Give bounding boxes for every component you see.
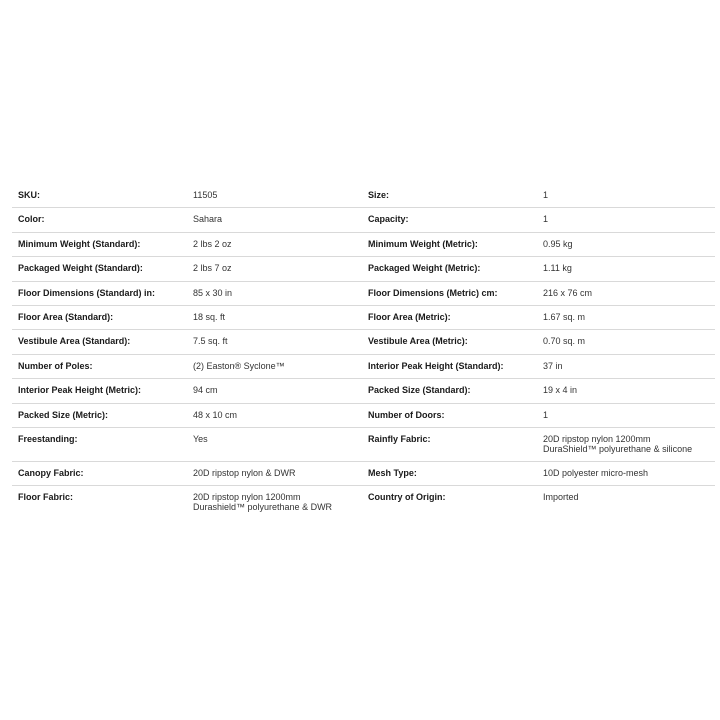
spec-row-packed-size-doors [12, 404, 715, 428]
spec-value: 2 lbs 7 oz [193, 263, 232, 274]
spec-value: 1.67 sq. m [543, 311, 586, 322]
spec-label: SKU: [18, 190, 40, 200]
spec-row-sku-size [12, 184, 715, 208]
spec-row-minimum-weight [12, 233, 715, 257]
spec-value: Sahara [193, 214, 223, 225]
spec-value: 2 lbs 2 oz [193, 238, 232, 249]
spec-value: 20D ripstop nylon & DWR [193, 467, 296, 478]
spec-label: Rainfly Fabric: [368, 433, 431, 444]
spec-label: Minimum Weight (Metric): [368, 238, 478, 249]
spec-label: Floor Area (Standard): [18, 311, 114, 322]
spec-value: 1 [543, 409, 549, 420]
spec-value: 1 [543, 214, 549, 225]
spec-label: Mesh Type: [368, 467, 417, 478]
spec-label: Floor Dimensions (Metric) cm: [368, 287, 498, 298]
spec-label: Packed Size (Standard): [368, 385, 471, 396]
spec-value: 20D ripstop nylon 1200mm Durashield™ polyurethane & DWR [193, 492, 333, 513]
spec-label: Freestanding: [18, 433, 78, 444]
spec-value: 18 sq. ft [193, 311, 226, 322]
spec-value: 20D ripstop nylon 1200mm DuraShield™ polyurethane & silicone [543, 433, 693, 454]
spec-value: 11505 [193, 190, 218, 200]
spec-label: Floor Fabric: [18, 492, 74, 503]
spec-value: 37 in [543, 360, 563, 371]
spec-row-color-capacity [12, 208, 715, 232]
spec-value: 216 x 76 cm [543, 287, 593, 298]
spec-label: Interior Peak Height (Standard): [368, 360, 504, 371]
spec-label: Number of Poles: [18, 360, 93, 371]
spec-value: 0.70 sq. m [543, 336, 586, 347]
spec-label: Country of Origin: [368, 492, 446, 503]
spec-row-floor-dimensions [12, 282, 715, 306]
spec-row-vestibule-area [12, 330, 715, 354]
spec-row-canopy-mesh [12, 462, 715, 486]
spec-label: Packaged Weight (Standard): [18, 263, 143, 274]
spec-row-freestanding-rainfly [12, 428, 715, 462]
spec-label: Number of Doors: [368, 409, 445, 420]
spec-value: 7.5 sq. ft [193, 336, 228, 347]
spec-row-poles-peak-height [12, 355, 715, 379]
spec-label: Interior Peak Height (Metric): [18, 385, 142, 396]
spec-value: Yes [193, 433, 208, 444]
spec-value: 0.95 kg [543, 238, 573, 249]
spec-label: Color: [18, 214, 45, 225]
spec-value: 1 [543, 190, 549, 200]
spec-label: Floor Area (Metric): [368, 311, 451, 322]
spec-label: Floor Dimensions (Standard) in: [18, 287, 156, 298]
spec-label: Packaged Weight (Metric): [368, 263, 481, 274]
spec-row-floor-area [12, 306, 715, 330]
spec-label: Canopy Fabric: [18, 467, 84, 478]
spec-table [12, 184, 715, 520]
spec-value: 85 x 30 in [193, 287, 233, 298]
spec-label: Vestibule Area (Standard): [18, 336, 131, 347]
spec-label: Minimum Weight (Standard): [18, 238, 141, 249]
spec-value: 1.11 kg [543, 263, 572, 274]
spec-label: Vestibule Area (Metric): [368, 336, 468, 347]
spec-row-packaged-weight [12, 257, 715, 281]
spec-value: 10D polyester micro-mesh [543, 467, 649, 478]
spec-value: (2) Easton® Syclone™ [193, 360, 285, 371]
spec-value: 19 x 4 in [543, 385, 578, 396]
spec-value: 48 x 10 cm [193, 409, 238, 420]
spec-label: Capacity: [368, 214, 409, 225]
spec-label: Packed Size (Metric): [18, 409, 109, 420]
spec-value: 94 cm [193, 385, 218, 396]
spec-value: Imported [543, 492, 579, 503]
spec-row-floor-fabric-origin [12, 486, 715, 520]
spec-label: Size: [368, 190, 390, 200]
spec-row-peak-height-packed-size [12, 379, 715, 403]
